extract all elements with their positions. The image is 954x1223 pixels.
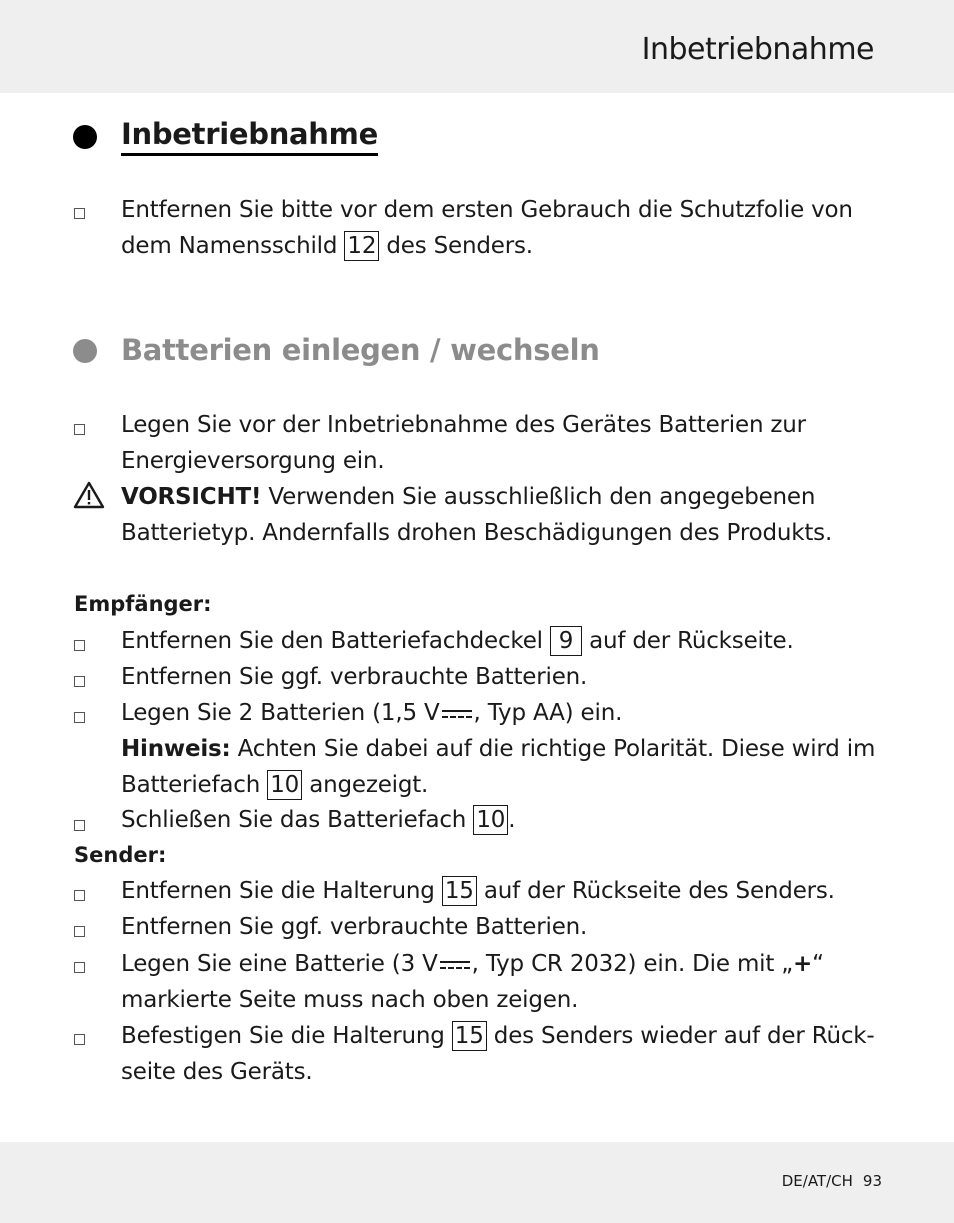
checkbox-bullet-icon — [74, 926, 85, 937]
checkbox-bullet-icon — [74, 208, 85, 219]
sender-step-4: Befestigen Sie die Halterung 15 des Senders wieder auf der Rück- seite des Geräts. — [121, 1023, 875, 1085]
locale-label: DE/AT/CH — [781, 1172, 853, 1190]
sender-heading: Sender: — [74, 843, 167, 867]
checkbox-bullet-icon — [74, 424, 85, 435]
warning-text: VORSICHT! Verwenden Sie ausschließlich den angegebenen Batterietyp. Andernfalls drohen Beschädigungen des Produkts. — [121, 484, 833, 546]
checkbox-bullet-icon — [74, 962, 85, 973]
checkbox-bullet-icon — [74, 640, 85, 651]
page-footer — [782, 1172, 882, 1190]
direct-current-icon — [440, 958, 470, 972]
bullet-dot-icon — [73, 125, 97, 149]
bullet-dot-icon — [73, 339, 97, 363]
part-reference: 10 — [473, 805, 508, 835]
receiver-heading: Empfänger: — [74, 592, 212, 616]
part-reference: 12 — [344, 231, 379, 261]
page-header-title: Inbetriebnahme — [641, 32, 874, 67]
section-heading-batteries: Batterien einlegen / wechseln — [72, 333, 600, 369]
part-reference: 15 — [452, 1021, 487, 1051]
header-bar — [0, 0, 954, 93]
sender-step-3: Legen Sie eine Batterie (3 V , Typ CR 2032) ein. Die mit „+“ markierte Seite muss nach oben zeigen. — [121, 951, 824, 1013]
sender-step-1: Entfernen Sie die Halterung 15 auf der Rückseite des Senders. — [121, 878, 835, 904]
part-reference: 9 — [550, 626, 582, 656]
receiver-step-4: Schließen Sie das Batteriefach 10 . — [121, 807, 516, 833]
page-number: 93 — [862, 1172, 882, 1190]
checkbox-bullet-icon — [74, 1034, 85, 1045]
instruction-remove-foil: Entfernen Sie bitte vor dem ersten Gebrauch die Schutzfolie von dem Namensschild 12 des Senders. — [121, 197, 853, 259]
direct-current-icon — [442, 707, 472, 721]
receiver-step-2: Entfernen Sie ggf. verbrauchte Batterien. — [121, 664, 588, 690]
receiver-step-3: Legen Sie 2 Batterien (1,5 V , Typ AA) ein. Hinweis: Achten Sie dabei auf die richtige Polarität. Diese wird im Batteriefach 10 angezeigt. — [121, 700, 876, 798]
checkbox-bullet-icon — [74, 676, 85, 687]
checkbox-bullet-icon — [74, 890, 85, 901]
section-heading-inbetriebnahme: Inbetriebnahme — [72, 117, 378, 156]
receiver-step-1: Entfernen Sie den Batteriefachdeckel 9 auf der Rückseite. — [121, 628, 794, 654]
checkbox-bullet-icon — [74, 712, 85, 723]
part-reference: 10 — [267, 770, 302, 800]
part-reference: 15 — [442, 876, 477, 906]
instruction-insert-batteries: Legen Sie vor der Inbetriebnahme des Gerätes Batterien zur Energieversorgung ein. — [121, 412, 806, 474]
warning-triangle-icon — [73, 481, 105, 509]
sender-step-2: Entfernen Sie ggf. verbrauchte Batterien. — [121, 914, 588, 940]
checkbox-bullet-icon — [74, 820, 85, 831]
